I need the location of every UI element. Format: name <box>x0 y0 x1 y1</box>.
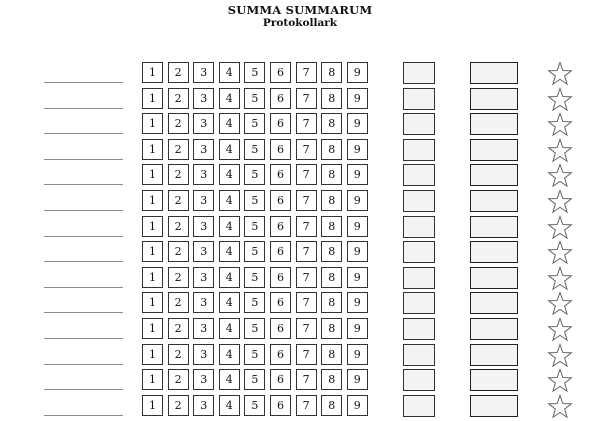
digit-box[interactable]: 4 <box>219 164 240 185</box>
digit-box[interactable]: 3 <box>193 241 214 262</box>
digit-box[interactable]: 2 <box>168 318 189 339</box>
digit-box[interactable]: 2 <box>168 88 189 109</box>
digit-box[interactable]: 3 <box>193 190 214 211</box>
digit-box[interactable]: 5 <box>244 369 265 390</box>
digit-box[interactable]: 3 <box>193 395 214 416</box>
digit-box[interactable]: 2 <box>168 164 189 185</box>
digit-box[interactable]: 8 <box>321 318 342 339</box>
digit-box[interactable]: 8 <box>321 369 342 390</box>
digit-box[interactable]: 7 <box>296 190 317 211</box>
protocol-row <box>0 113 600 139</box>
name-write-line[interactable] <box>44 415 123 416</box>
digit-box[interactable]: 4 <box>219 88 240 109</box>
star-outline-icon[interactable] <box>547 112 573 138</box>
digit-box[interactable]: 3 <box>193 139 214 160</box>
digit-box[interactable]: 6 <box>270 395 291 416</box>
sum-entry-box[interactable] <box>403 292 435 314</box>
digit-box[interactable]: 9 <box>347 318 368 339</box>
total-entry-box[interactable] <box>470 190 518 212</box>
digit-box[interactable]: 8 <box>321 241 342 262</box>
sum-entry-box[interactable] <box>403 344 435 366</box>
digit-box[interactable]: 7 <box>296 113 317 134</box>
digit-box[interactable]: 2 <box>168 267 189 288</box>
digit-box[interactable]: 4 <box>219 369 240 390</box>
star-outline-icon[interactable] <box>547 163 573 189</box>
name-write-line[interactable] <box>44 261 123 262</box>
total-entry-box[interactable] <box>470 344 518 366</box>
digit-box[interactable]: 7 <box>296 62 317 83</box>
digit-box[interactable]: 5 <box>244 292 265 313</box>
sum-entry-box[interactable] <box>403 62 435 84</box>
name-write-line[interactable] <box>44 159 123 160</box>
star-outline-icon[interactable] <box>547 317 573 343</box>
digit-box[interactable]: 5 <box>244 113 265 134</box>
digit-box[interactable]: 9 <box>347 369 368 390</box>
name-write-line[interactable] <box>44 108 123 109</box>
digit-box[interactable]: 7 <box>296 241 317 262</box>
digit-box[interactable]: 1 <box>142 267 163 288</box>
total-entry-box[interactable] <box>470 369 518 391</box>
sum-entry-box[interactable] <box>403 395 435 417</box>
digit-box[interactable]: 5 <box>244 139 265 160</box>
digit-box[interactable]: 9 <box>347 267 368 288</box>
protocol-row <box>0 139 600 165</box>
digit-box[interactable]: 6 <box>270 190 291 211</box>
total-entry-box[interactable] <box>470 164 518 186</box>
sum-entry-box[interactable] <box>403 369 435 391</box>
name-write-line[interactable] <box>44 184 123 185</box>
digit-box[interactable]: 4 <box>219 241 240 262</box>
digit-box[interactable]: 7 <box>296 139 317 160</box>
digit-box[interactable]: 9 <box>347 216 368 237</box>
digit-box[interactable]: 1 <box>142 292 163 313</box>
sum-entry-box[interactable] <box>403 318 435 340</box>
star-outline-icon[interactable] <box>547 343 573 369</box>
sum-entry-box[interactable] <box>403 139 435 161</box>
protocol-row <box>0 267 600 293</box>
total-entry-box[interactable] <box>470 113 518 135</box>
digit-box[interactable]: 6 <box>270 318 291 339</box>
protocol-row <box>0 241 600 267</box>
protocol-row <box>0 216 600 242</box>
digit-box[interactable]: 5 <box>244 241 265 262</box>
digit-box[interactable]: 9 <box>347 292 368 313</box>
digit-box[interactable]: 4 <box>219 216 240 237</box>
digit-box[interactable]: 9 <box>347 164 368 185</box>
name-write-line[interactable] <box>44 210 123 211</box>
total-entry-box[interactable] <box>470 88 518 110</box>
star-outline-icon[interactable] <box>547 87 573 113</box>
digit-box[interactable]: 6 <box>270 113 291 134</box>
digit-box[interactable]: 5 <box>244 164 265 185</box>
total-entry-box[interactable] <box>470 139 518 161</box>
digit-box[interactable]: 7 <box>296 318 317 339</box>
sum-entry-box[interactable] <box>403 216 435 238</box>
protocol-row <box>0 369 600 395</box>
digit-box[interactable]: 1 <box>142 139 163 160</box>
page-subtitle: Protokollark <box>262 17 338 29</box>
digit-box[interactable]: 7 <box>296 369 317 390</box>
digit-box[interactable]: 9 <box>347 113 368 134</box>
digit-box[interactable]: 6 <box>270 164 291 185</box>
name-write-line[interactable] <box>44 287 123 288</box>
digit-box[interactable]: 8 <box>321 164 342 185</box>
digit-box[interactable]: 8 <box>321 267 342 288</box>
digit-box[interactable]: 6 <box>270 267 291 288</box>
digit-box[interactable]: 7 <box>296 344 317 365</box>
name-write-line[interactable] <box>44 236 123 237</box>
digit-box[interactable]: 2 <box>168 344 189 365</box>
digit-box[interactable]: 5 <box>244 318 265 339</box>
protocol-row <box>0 164 600 190</box>
digit-box[interactable]: 9 <box>347 190 368 211</box>
digit-box[interactable]: 7 <box>296 216 317 237</box>
star-outline-icon[interactable] <box>547 138 573 164</box>
digit-box[interactable]: 6 <box>270 216 291 237</box>
protocol-row <box>0 318 600 344</box>
digit-box[interactable]: 2 <box>168 292 189 313</box>
total-entry-box[interactable] <box>470 395 518 417</box>
star-outline-icon[interactable] <box>547 61 573 87</box>
star-outline-icon[interactable] <box>547 291 573 317</box>
digit-box[interactable]: 1 <box>142 190 163 211</box>
total-entry-box[interactable] <box>470 267 518 289</box>
protocol-row <box>0 88 600 114</box>
digit-box[interactable]: 4 <box>219 292 240 313</box>
digit-box[interactable]: 1 <box>142 344 163 365</box>
digit-box[interactable]: 7 <box>296 88 317 109</box>
digit-box[interactable]: 4 <box>219 139 240 160</box>
sum-entry-box[interactable] <box>403 88 435 110</box>
protocol-row <box>0 292 600 318</box>
digit-box[interactable]: 1 <box>142 241 163 262</box>
digit-box[interactable]: 4 <box>219 267 240 288</box>
protocol-row <box>0 395 600 421</box>
star-outline-icon[interactable] <box>547 266 573 292</box>
star-outline-icon[interactable] <box>547 189 573 215</box>
digit-box[interactable]: 8 <box>321 344 342 365</box>
digit-box[interactable]: 6 <box>270 62 291 83</box>
digit-box[interactable]: 8 <box>321 395 342 416</box>
digit-box[interactable]: 3 <box>193 369 214 390</box>
digit-box[interactable]: 5 <box>244 395 265 416</box>
digit-box[interactable]: 4 <box>219 190 240 211</box>
digit-box[interactable]: 3 <box>193 164 214 185</box>
digit-box[interactable]: 3 <box>193 344 214 365</box>
digit-box[interactable]: 3 <box>193 113 214 134</box>
digit-box[interactable]: 8 <box>321 113 342 134</box>
digit-box[interactable]: 8 <box>321 216 342 237</box>
sum-entry-box[interactable] <box>403 164 435 186</box>
protocol-row <box>0 344 600 370</box>
digit-box[interactable]: 1 <box>142 395 163 416</box>
digit-box[interactable]: 3 <box>193 216 214 237</box>
digit-box[interactable]: 7 <box>296 267 317 288</box>
digit-box[interactable]: 9 <box>347 88 368 109</box>
total-entry-box[interactable] <box>470 216 518 238</box>
digit-box[interactable]: 5 <box>244 88 265 109</box>
sum-entry-box[interactable] <box>403 190 435 212</box>
name-write-line[interactable] <box>44 338 123 339</box>
digit-box[interactable]: 2 <box>168 395 189 416</box>
star-outline-icon[interactable] <box>547 394 573 420</box>
star-outline-icon[interactable] <box>547 215 573 241</box>
digit-box[interactable]: 9 <box>347 344 368 365</box>
total-entry-box[interactable] <box>470 241 518 263</box>
digit-box[interactable]: 6 <box>270 369 291 390</box>
digit-box[interactable]: 5 <box>244 62 265 83</box>
digit-box[interactable]: 2 <box>168 190 189 211</box>
digit-box[interactable]: 5 <box>244 216 265 237</box>
digit-box[interactable]: 1 <box>142 369 163 390</box>
digit-box[interactable]: 9 <box>347 241 368 262</box>
digit-box[interactable]: 8 <box>321 139 342 160</box>
total-entry-box[interactable] <box>470 318 518 340</box>
digit-box[interactable]: 6 <box>270 344 291 365</box>
digit-box[interactable]: 3 <box>193 292 214 313</box>
sum-entry-box[interactable] <box>403 267 435 289</box>
name-write-line[interactable] <box>44 82 123 83</box>
protocol-row <box>0 190 600 216</box>
digit-box[interactable]: 1 <box>142 164 163 185</box>
digit-box[interactable]: 8 <box>321 190 342 211</box>
digit-box[interactable]: 7 <box>296 395 317 416</box>
protocol-row <box>0 62 600 88</box>
name-write-line[interactable] <box>44 312 123 313</box>
digit-box[interactable]: 8 <box>321 88 342 109</box>
star-outline-icon[interactable] <box>547 368 573 394</box>
star-outline-icon[interactable] <box>547 240 573 266</box>
digit-box[interactable]: 5 <box>244 267 265 288</box>
digit-box[interactable]: 5 <box>244 190 265 211</box>
digit-box[interactable]: 1 <box>142 88 163 109</box>
digit-box[interactable]: 1 <box>142 62 163 83</box>
digit-box[interactable]: 4 <box>219 62 240 83</box>
sum-entry-box[interactable] <box>403 241 435 263</box>
digit-box[interactable]: 6 <box>270 292 291 313</box>
digit-box[interactable]: 7 <box>296 292 317 313</box>
total-entry-box[interactable] <box>470 62 518 84</box>
digit-box[interactable]: 6 <box>270 139 291 160</box>
digit-box[interactable]: 5 <box>244 344 265 365</box>
digit-box[interactable]: 9 <box>347 139 368 160</box>
digit-box[interactable]: 2 <box>168 62 189 83</box>
digit-box[interactable]: 2 <box>168 113 189 134</box>
digit-box[interactable]: 6 <box>270 88 291 109</box>
digit-box[interactable]: 3 <box>193 88 214 109</box>
digit-box[interactable]: 1 <box>142 216 163 237</box>
digit-box[interactable]: 3 <box>193 62 214 83</box>
digit-box[interactable]: 9 <box>347 62 368 83</box>
digit-box[interactable]: 3 <box>193 318 214 339</box>
digit-box[interactable]: 1 <box>142 113 163 134</box>
digit-box[interactable]: 6 <box>270 241 291 262</box>
total-entry-box[interactable] <box>470 292 518 314</box>
name-write-line[interactable] <box>44 133 123 134</box>
digit-box[interactable]: 4 <box>219 318 240 339</box>
digit-box[interactable]: 2 <box>168 369 189 390</box>
sum-entry-box[interactable] <box>403 113 435 135</box>
name-write-line[interactable] <box>44 389 123 390</box>
digit-box[interactable]: 2 <box>168 241 189 262</box>
name-write-line[interactable] <box>44 364 123 365</box>
digit-box[interactable]: 7 <box>296 164 317 185</box>
page-title: SUMMA SUMMARUM <box>227 3 373 17</box>
digit-box[interactable]: 2 <box>168 216 189 237</box>
digit-box[interactable]: 9 <box>347 395 368 416</box>
digit-box[interactable]: 4 <box>219 344 240 365</box>
digit-box[interactable]: 4 <box>219 395 240 416</box>
digit-box[interactable]: 8 <box>321 292 342 313</box>
digit-box[interactable]: 4 <box>219 113 240 134</box>
digit-box[interactable]: 8 <box>321 62 342 83</box>
digit-box[interactable]: 2 <box>168 139 189 160</box>
digit-box[interactable]: 3 <box>193 267 214 288</box>
digit-box[interactable]: 1 <box>142 318 163 339</box>
